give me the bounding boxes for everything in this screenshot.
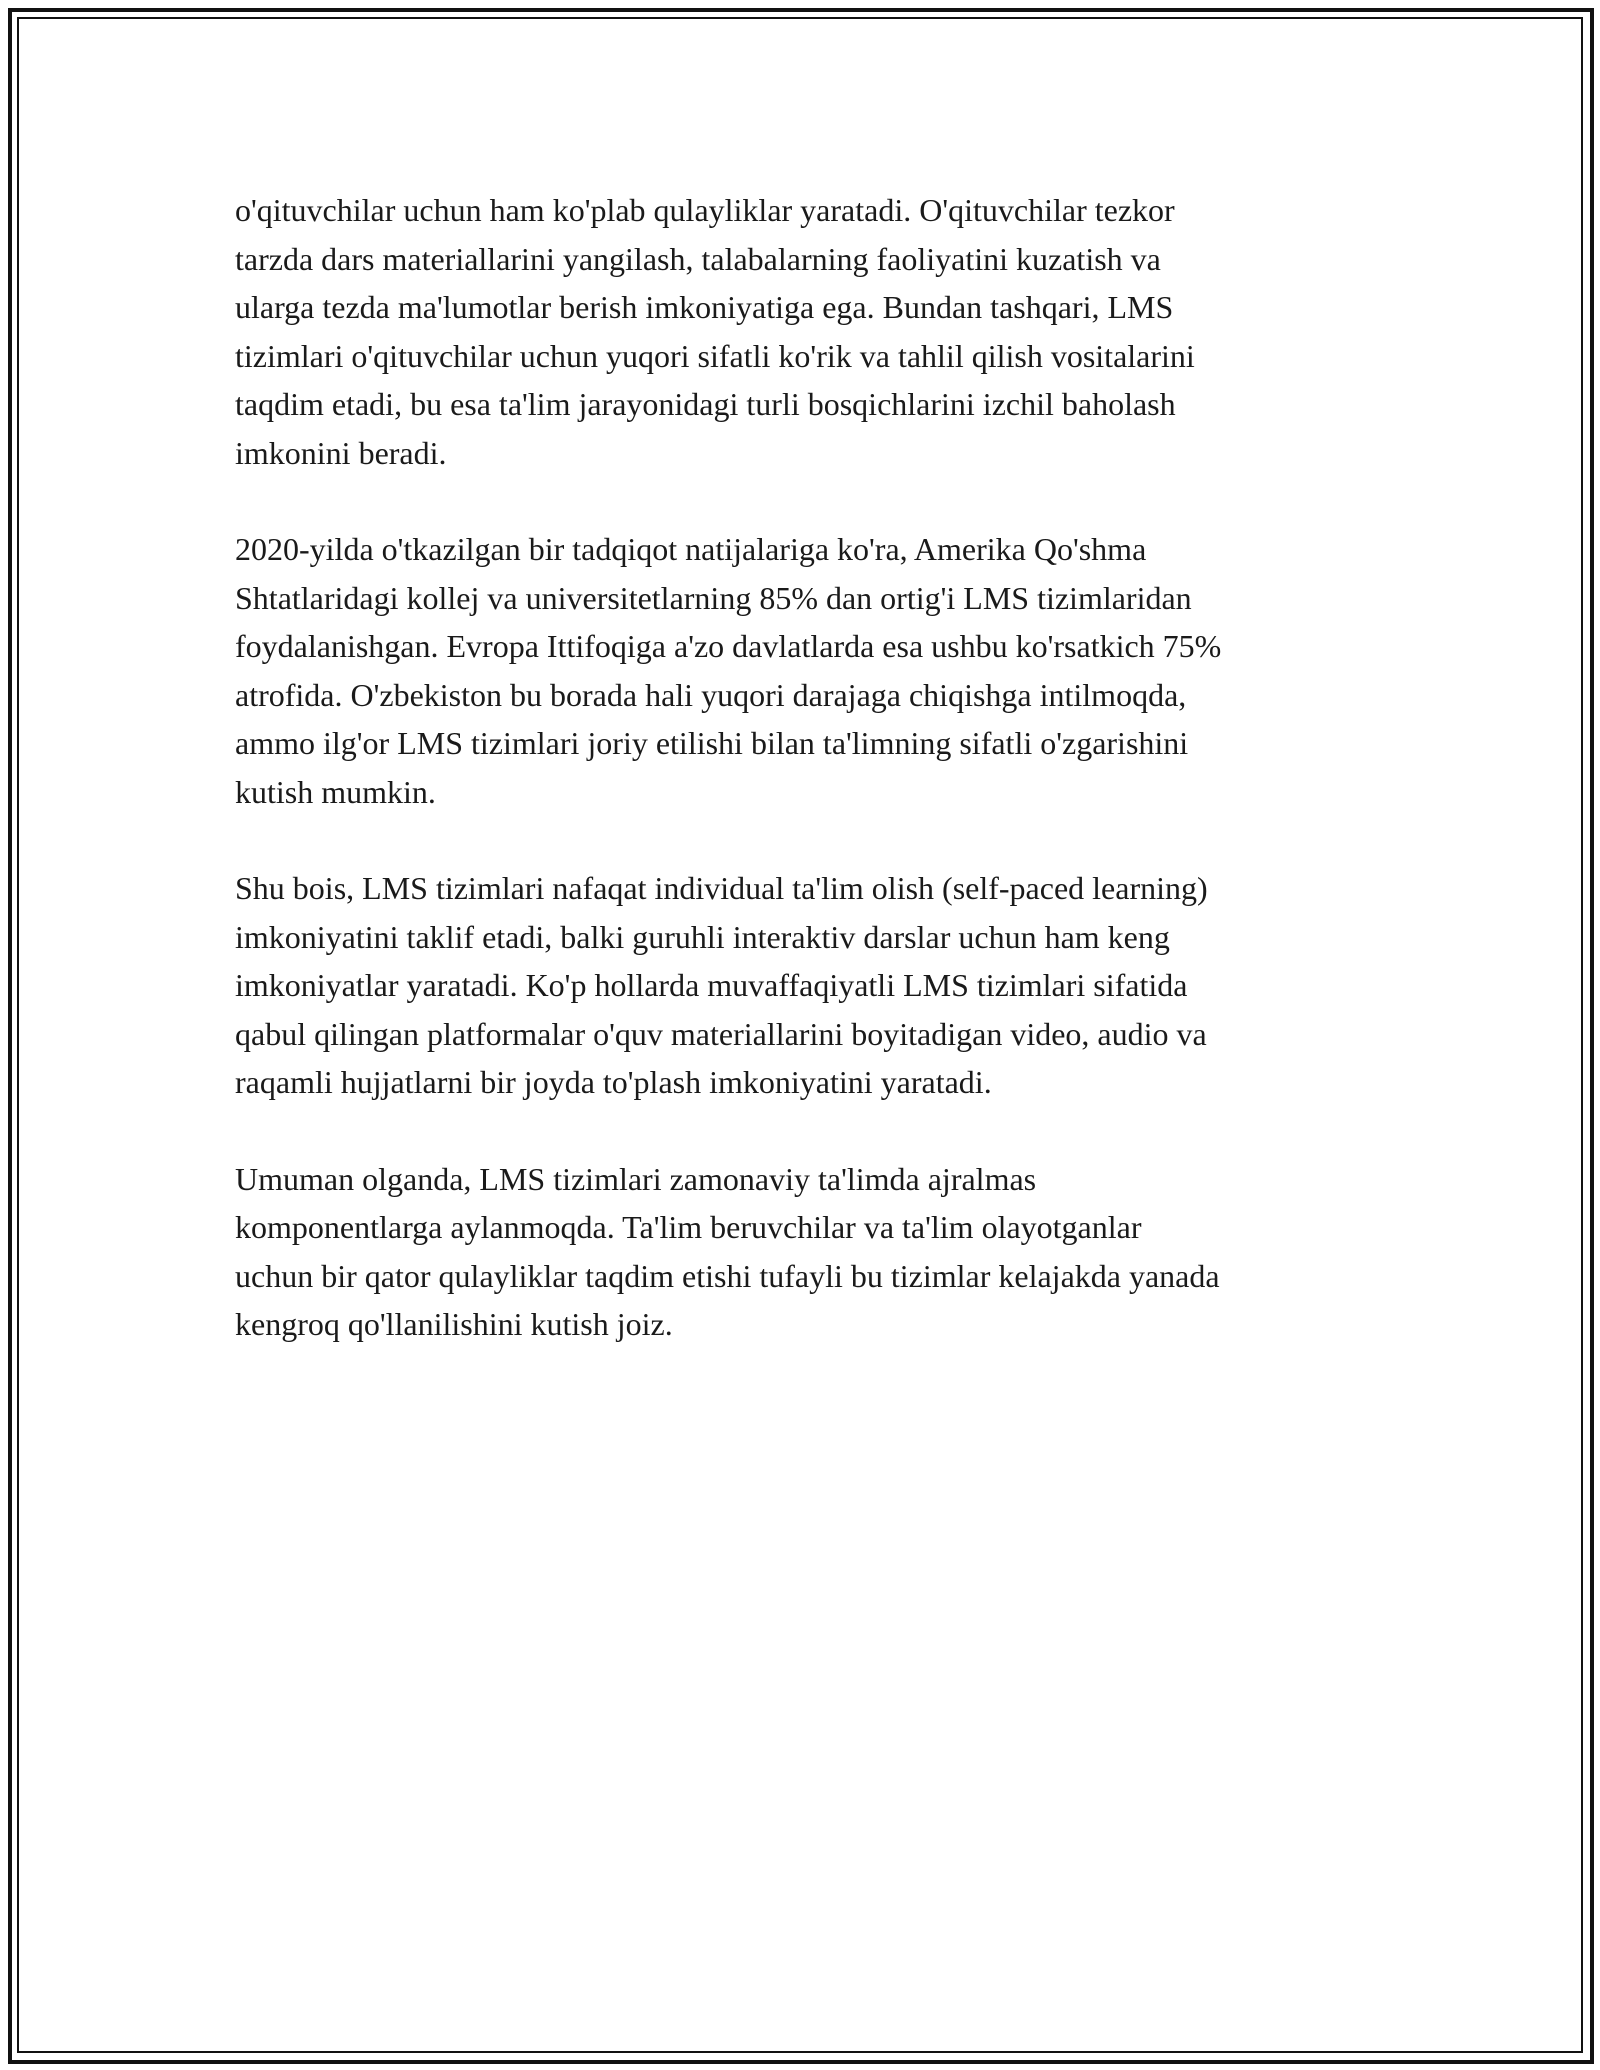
paragraph-line: kutish mumkin. <box>235 773 436 810</box>
paragraph-line: taqdim etadi, bu esa ta'lim jarayonidagi turli bosqichlarini izchil baholash <box>235 386 1176 422</box>
paragraph-line: komponentlarga aylanmoqda. Ta'lim beruvchilar va ta'lim olayotganlar <box>235 1209 1142 1245</box>
paragraph-line: o'qituvchilar uchun ham ko'plab qulayliklar yaratadi. O'qituvchilar tezkor <box>235 192 1175 228</box>
paragraph-line: Umuman olganda, LMS tizimlari zamonaviy ta'limda ajralmas <box>235 1160 1037 1197</box>
paragraph-line: uchun bir qator qulayliklar taqdim etishi tufayli bu tizimlar kelajakda yanada <box>235 1257 1220 1294</box>
paragraph-line: atrofida. O'zbekiston bu borada hali yuqori darajaga chiqishga intilmoqda, <box>235 676 1187 713</box>
paragraph-line: tarzda dars materiallarini yangilash, talabalarning faoliyatini kuzatish va <box>235 240 1161 277</box>
paragraph-line: kengroq qo'llanilishini kutish joiz. <box>235 1306 673 1342</box>
paragraph-line: 2020-yilda o'tkazilgan bir tadqiqot natijalariga ko'ra, Amerika Qo'shma <box>235 531 1147 567</box>
paragraph-line: imkoniyatini taklif etadi, balki guruhli interaktiv darslar uchun ham keng <box>235 918 1170 955</box>
paragraph-line: imkoniyatlar yaratadi. Ko'p hollarda muvaffaqiyatli LMS tizimlari sifatida <box>235 967 1188 1003</box>
paragraph-line: qabul qilingan platformalar o'quv materiallarini boyitadigan video, audio va <box>235 1015 1207 1052</box>
paragraph-line: Shu bois, LMS tizimlari nafaqat individual ta'lim olish (self-paced learning) <box>235 870 1208 906</box>
paragraph-2 <box>235 525 1395 816</box>
paragraph-line: imkonini beradi. <box>235 434 447 471</box>
paragraph-line: raqamli hujjatlarni bir joyda to'plash imkoniyatini yaratadi. <box>235 1064 992 1100</box>
paragraph-line: ammo ilg'or LMS tizimlari joriy etilishi bilan ta'limning sifatli o'zgarishini <box>235 725 1189 761</box>
paragraph-4 <box>235 1155 1395 1349</box>
paragraph-line: ularga tezda ma'lumotlar berish imkoniyatiga ega. Bundan tashqari, LMS <box>235 289 1174 325</box>
document-body <box>235 186 1395 1397</box>
paragraph-line: tizimlari o'qituvchilar uchun yuqori sifatli ko'rik va tahlil qilish vositalarini <box>235 337 1195 374</box>
paragraph-line: foydalanishgan. Evropa Ittifoqiga a'zo davlatlarda esa ushbu ko'rsatkich 75% <box>235 628 1222 664</box>
paragraph-line: Shtatlaridagi kollej va universitetlarning 85% dan ortig'i LMS tizimlaridan <box>235 579 1192 616</box>
paragraph-3 <box>235 864 1395 1107</box>
paragraph-1 <box>235 186 1395 477</box>
